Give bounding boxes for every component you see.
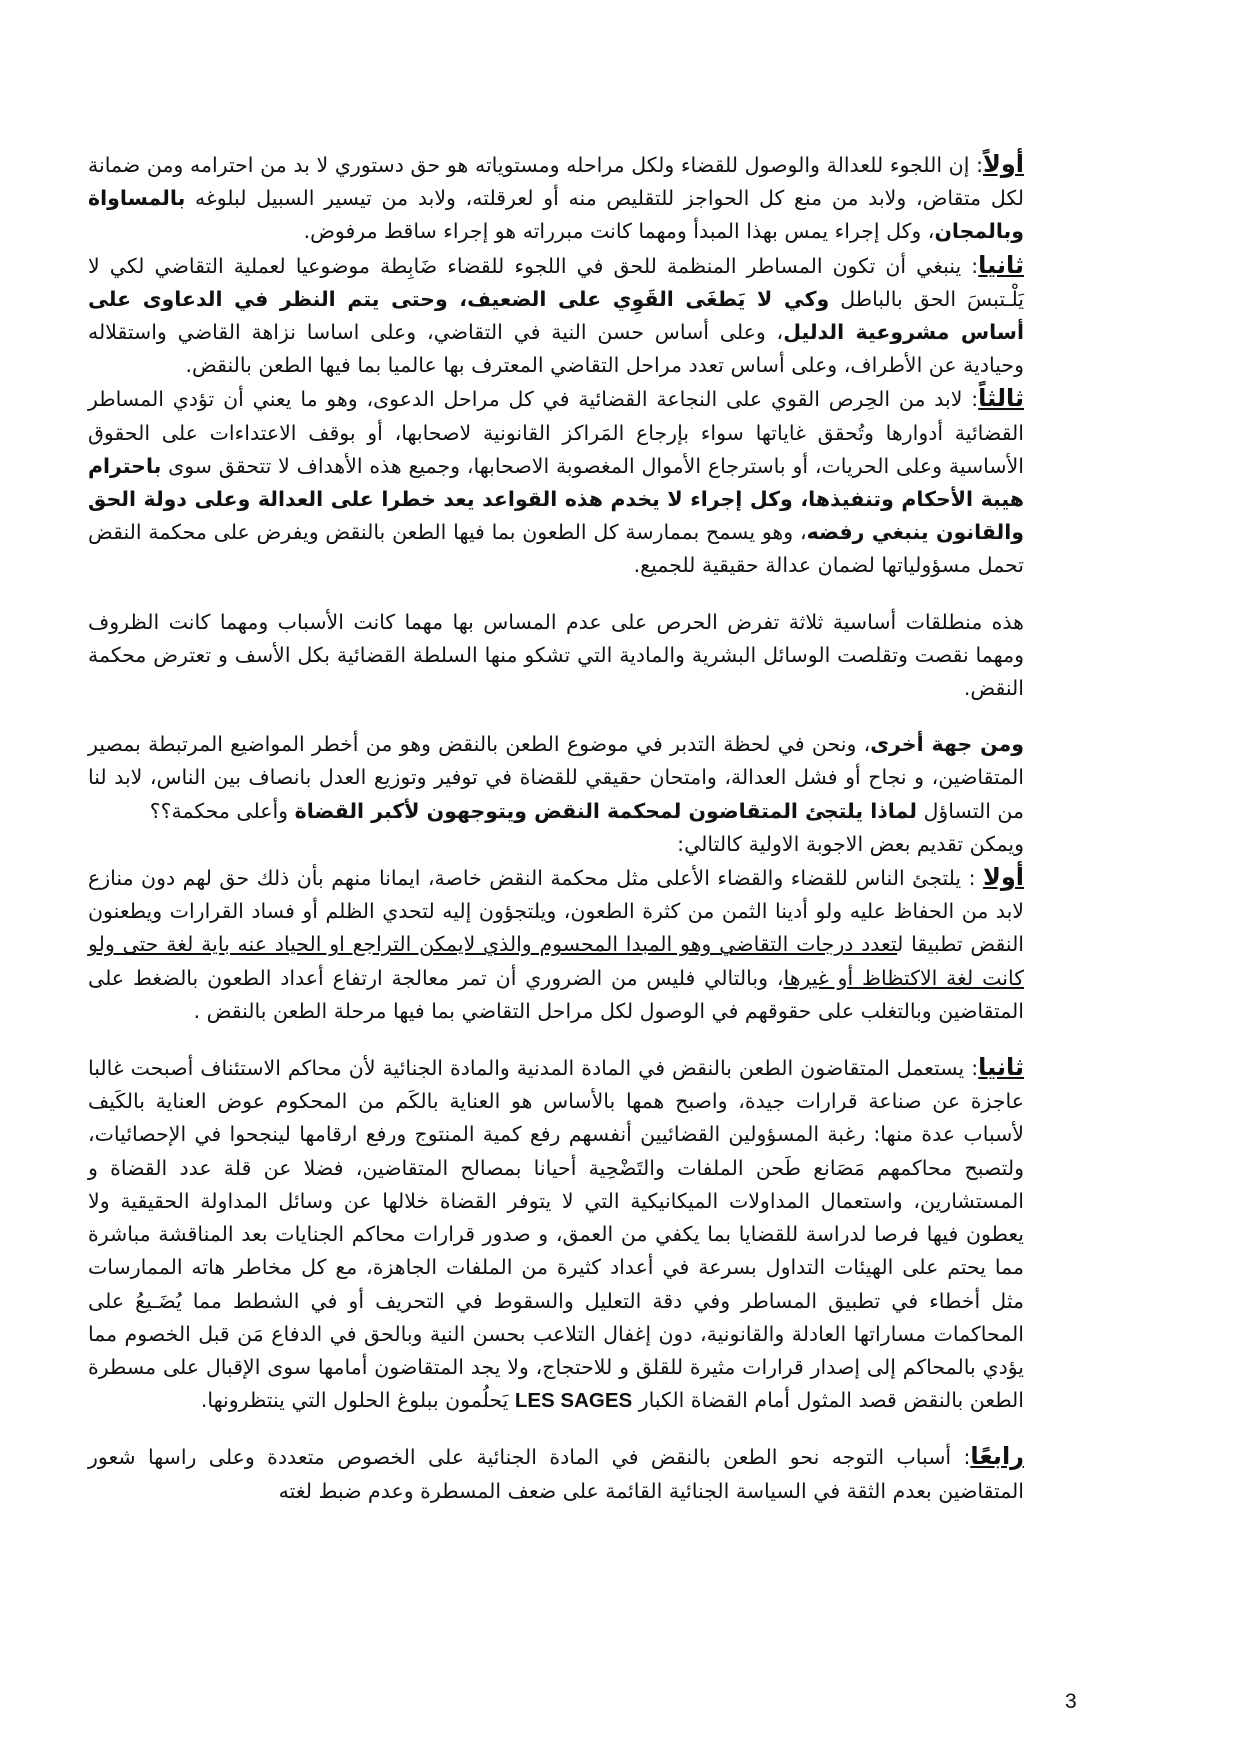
latin-term: LES SAGES bbox=[514, 1389, 633, 1413]
bold-phrase: باحترام هيبة الأحكام وتنفيذها، وكل إجراء لا يخدم هذه القواعد يعد خطرا على العدالة وعلى دولة الحق والقانون ينبغي رفضه bbox=[88, 453, 1025, 545]
paragraph-summary: هذه منطلقات أساسية ثلاثة تفرض الحرص على عدم المساس بها مهما كانت الأسباب ومهما كانت الظروف ومهما نقصت وتقلصت الوسائل البشرية والمادية التي تشكو منها السلطة القضائية بكل الأسف و تعترض محكمة النقض. bbox=[88, 609, 1024, 701]
page-number: 3 bbox=[1065, 1690, 1077, 1713]
paragraph-answer-fourth: رابعًا: أسباب التوجه نحو الطعن بالنقض في المادة الجنائية على الخصوص متعددة وعلى راسها شعور المتقاضين بعدم الثقة في السياسة الجنائية القائمة على ضعف المسطرة وعدم ضبط لغته bbox=[88, 1442, 1024, 1503]
paragraph-answer-second: ثانيا: يستعمل المتقاضون الطعن بالنقض في المادة المدنية والمادة الجنائية لأن محاكم الاستئناف أصبحت غالبا عاجزة عن صناعة قرارات جيدة، واصبح همها بالأساس هو العناية بالكَم من المحكوم عوض العناية بالكَيف لأسباب عدة منها: رغبة المسؤولين القضائيين أنفسهم رفع كمية المنتوج ورفع ارقامها لينجحوا في الإحصائيات، ولتصبح محاكمهم مَصَانع طَحن الملفات والتَضْحِية أحيانا بمصالح المتقاضين، فضلا عن قلة عدد القضاة و المستشارين، واستعمال المداولات الميكانيكية التي لا يتوفر القضاة خلالها عن وسائل المداولة الحقيقية ولا يعطون فيها فرصا لدراسة للقضايا بما يكفي من العمق، و صدور قرارات محاكم الجنايات بعد المناقشة مباشرة مما يحتم على الهيئات التداول بسرعة في أعداد كثيرة من الملفات الجاهزة، مع كل مخاطر هاته الممارسات مثل أخطاء في تطبيق المساطر وفي دقة التعليل والسقوط في التحريف أو في الشطط مما يُضَـيعُ على المحاكمات مساراتها العادلة والقانونية، دون إغفال التلاعب بحسن النية وبالحق في الدفاع مَن قبل الخصوم مما يؤدي بالمحاكم إلى إصدار قرارات مثيرة للقلق و للاحتجاج، ولا يجد المتقاضون أمامها سوى الإقبال على مسطرة الطعن بالنقض قصد المثول أمام القضاة الكبار LES SAGES يَحلُمون ببلوغ الحلول التي ينتظرونها. bbox=[88, 1053, 1024, 1413]
paragraph-third-principle: ثالثاً: لابد من الحِرص القوي على النجاعة القضائية في كل مراحل الدعوى، وهو ما يعني أن تؤدي المساطر القضائية أدوارها وتُحقق غاياتها سواء بإرجاع المَراكز القانونية لاصحابها، أو بوقف الاعتداءات على الحقوق الأساسية وعلى الحريات، أو باسترجاع الأموال المغصوبة الاصحابها، وجميع هذه الأهداف لا تتحقق سوى باحترام هيبة الأحكام وتنفيذها، وكل إجراء لا يخدم هذه القواعد يعد خطرا على العدالة وعلى دولة الحق والقانون ينبغي رفضه، وهو يسمح بممارسة كل الطعون بما فيها الطعن بالنقض ويفرض على محكمة النقض تحمل مسؤولياتها لضمان عدالة حقيقية للجميع. bbox=[88, 384, 1025, 578]
paragraph-first-principle: أولاً: إن اللجوء للعدالة والوصول للقضاء ولكل مراحله ومستوياته هو حق دستوري لا بد من احترامه ومن ضمانة لكل متقاض، ولابد من منع كل الحواجز للتقليص منه أو لعرقلته، ولابد من تيسير السبيل لبلوغه بالمساواة وبالمجان، وكل إجراء يمس بهذا المبدأ ومهما كانت مبرراته هو إجراء ساقط مرفوض. bbox=[88, 150, 1024, 244]
bold-phrase: بالمساواة وبالمجان bbox=[88, 186, 1024, 244]
bold-question: لماذا يلتجئ المتقاضون لمحكمة النقض ويتوجهون لأكبر القضاة bbox=[294, 798, 917, 823]
label-answer-fourth: رابعًا bbox=[970, 1442, 1024, 1471]
bold-phrase: وكي لا يَطغَى القَوِي على الضعيف، وحتى يتم النظر في الدعاوى على أساس مشروعية الدليل bbox=[88, 286, 1024, 345]
underlined-phrase: تعدد درجات التقاضي وهو المبدا المحسوم والذي لايمكن التراجع او الحياد عنه باية لغة حتى ولو كانت لغة الاكتظاظ أو غيرها bbox=[88, 932, 1024, 990]
label-second: ثانيا bbox=[978, 250, 1024, 279]
label-third: ثالثاً bbox=[978, 384, 1024, 413]
paragraph-answer-first: أولا : يلتجئ الناس للقضاء والقضاء الأعلى مثل محكمة النقض خاصة، ايمانا منهم بأن ذلك حق لهم دون منازع لابد من الحفاظ عليه ولو أدينا الثمن من كثرة الطعون، ويلتجؤون إليه لتحدي الظلم أو فساد القرارات ويطعنون النقض تطبيقا لتعدد درجات التقاضي وهو المبدا المحسوم والذي لايمكن التراجع او الحياد عنه باية لغة حتى ولو كانت لغة الاكتظاظ أو غيرها، وبالتالي فليس من الضروري أن تمر معالجة ارتفاع أعداد الطعون بالضغط على المتقاضين وبالتغلب على حقوقهم في الوصول لكل مراحل التقاضي بما فيها مرحلة الطعن بالنقض . bbox=[88, 863, 1025, 1023]
document-body bbox=[88, 148, 1024, 1508]
paragraph-question: ومن جهة أخرى، ونحن في لحظة التدبر في موضوع الطعن بالنقض وهو من أخطر المواضيع المرتبطة بمصير المتقاضين، و نجاح أو فشل العدالة، وامتحان حقيقي للقضاة في توفير وتوزيع العدل بانصاف بين الناس، لابد لنا من التساؤل لماذا يلتجئ المتقاضون لمحكمة النقض ويتوجهون لأكبر القضاة وأعلى محكمة؟؟ bbox=[88, 732, 1024, 823]
label-answer-first: أولا bbox=[982, 863, 1024, 892]
label-answer-second: ثانيا bbox=[978, 1053, 1024, 1082]
paragraph-second-principle: ثانيا: ينبغي أن تكون المساطر المنظمة للحق في اللجوء للقضاء ضَابِطة موضوعيا لعملية التقاضي لكي لا يَلْـتبسَ الحق بالباطل وكي لا يَطغَى القَوِي على الضعيف، وحتى يتم النظر في الدعاوى على أساس مشروعية الدليل، وعلى أساس حسن النية في التقاضي، وعلى اساسا نزاهة القاضي واستقلاله وحيادية عن الأطراف، وعلى أساس تعدد مراحل التقاضي المعترف بها عالميا بما فيها الطعن بالنقض. bbox=[88, 250, 1025, 378]
label-first: أولاً bbox=[982, 150, 1024, 178]
paragraph-intro-answers: ويمكن تقديم بعض الاجوبة الاولية كالتالي: bbox=[677, 831, 1024, 856]
bold-phrase: ومن جهة أخرى bbox=[870, 732, 1024, 757]
